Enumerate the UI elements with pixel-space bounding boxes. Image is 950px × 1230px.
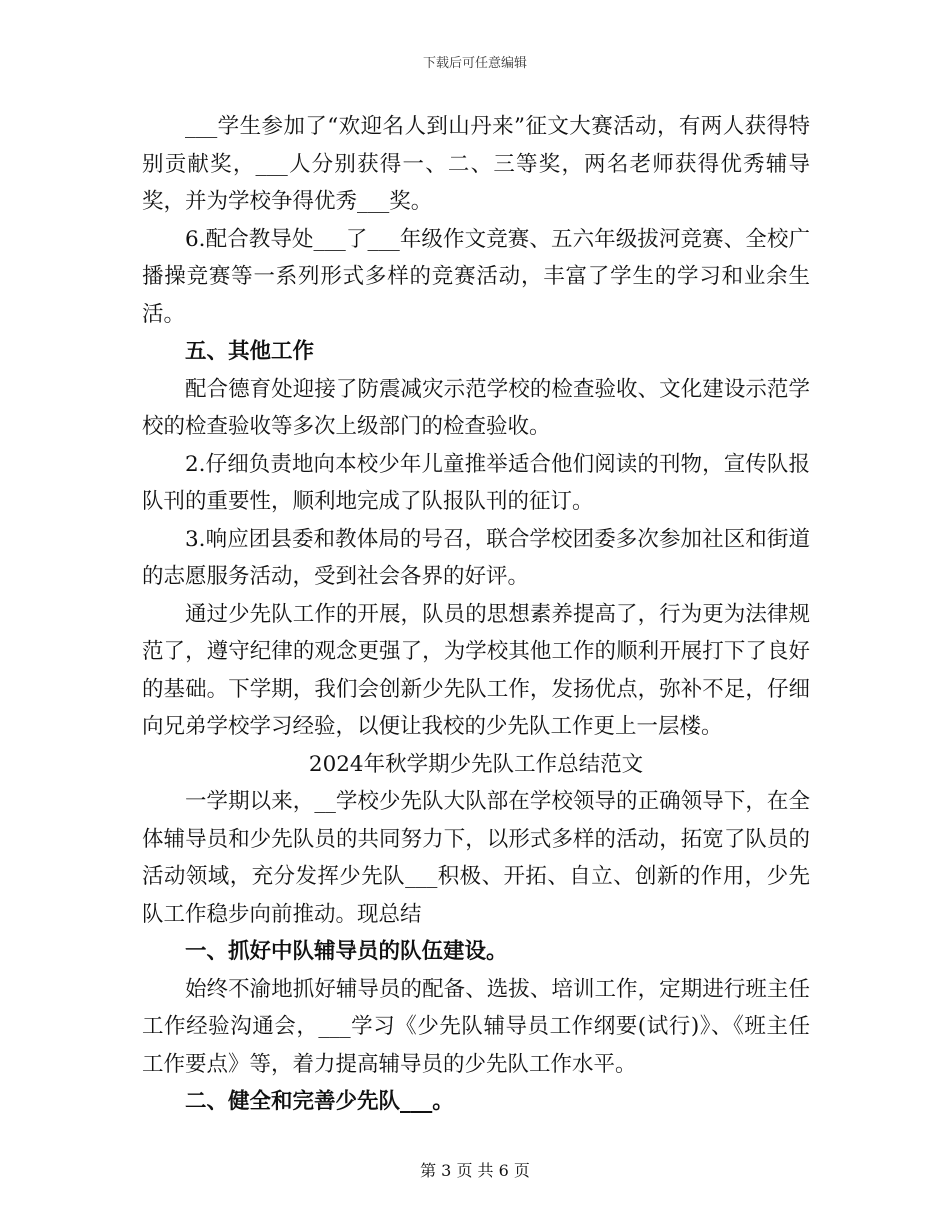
paragraph-volunteer-service: 3.响应团县委和教体局的号召，联合学校团委多次参加社区和街道的志愿服务活动，受到社会各界的好评。 <box>142 526 810 589</box>
paragraph-essay-contest: ___学生参加了“欢迎名人到山丹来”征文大赛活动，有两人获得特别贡献奖，___人分别获得一、二、三等奖，两名老师获得优秀辅导奖，并为学校争得优秀___奖。 <box>142 114 810 214</box>
paragraph-introduction: 一学期以来，__学校少先队大队部在学校领导的正确领导下，在全体辅导员和少先队员的共同努力下，以形式多样的活动，拓宽了队员的活动领域，充分发挥少先队___积极、开拓、自立、创新的作用，少先队工作稳步向前推动。现总结 <box>142 789 810 927</box>
section-heading-improve-organization: 二、健全和完善少先队___。 <box>185 1089 454 1114</box>
document-body <box>142 108 810 1121</box>
paragraph-counselor-training: 始终不渝地抓好辅导员的配备、选拔、培训工作，定期进行班主任工作经验沟通会，___学习《少先队辅导员工作纲要(试行)》、《班主任工作要点》等，着力提高辅导员的少先队工作水平。 <box>142 976 810 1077</box>
page-number-footer: 第 3 页 共 6 页 <box>420 1161 530 1180</box>
paragraph-competitions: 6.配合教导处___了___年级作文竞赛、五六年级拔河竞赛、全校广播操竞赛等一系列形式多样的竞赛活动，丰富了学生的学习和业余生活。 <box>142 226 810 327</box>
header-note: 下载后可任意编辑 <box>422 56 527 71</box>
paragraph-inspections: 配合德育处迎接了防震减灾示范学校的检查验收、文化建设示范学校的检查验收等多次上级部门的检查验收。 <box>142 376 810 439</box>
section-heading-counselor-team: 一、抓好中队辅导员的队伍建设。 <box>185 939 508 964</box>
paragraph-publications: 2.仔细负责地向本校少年儿童推举适合他们阅读的刊物，宣传队报队刊的重要性，顺利地完成了队报队刊的征订。 <box>142 451 810 514</box>
section-heading-other-work: 五、其他工作 <box>185 339 315 364</box>
paragraph-summary: 通过少先队工作的开展，队员的思想素养提高了，行为更为法律规范了，遵守纪律的观念更强了，为学校其他工作的顺利开展打下了良好的基础。下学期，我们会创新少先队工作，发扬优点，弥补不足，仔细向兄弟学校学习经验，以便让我校的少先队工作更上一层楼。 <box>142 601 810 739</box>
document-title: 2024年秋学期少先队工作总结范文 <box>308 751 644 777</box>
